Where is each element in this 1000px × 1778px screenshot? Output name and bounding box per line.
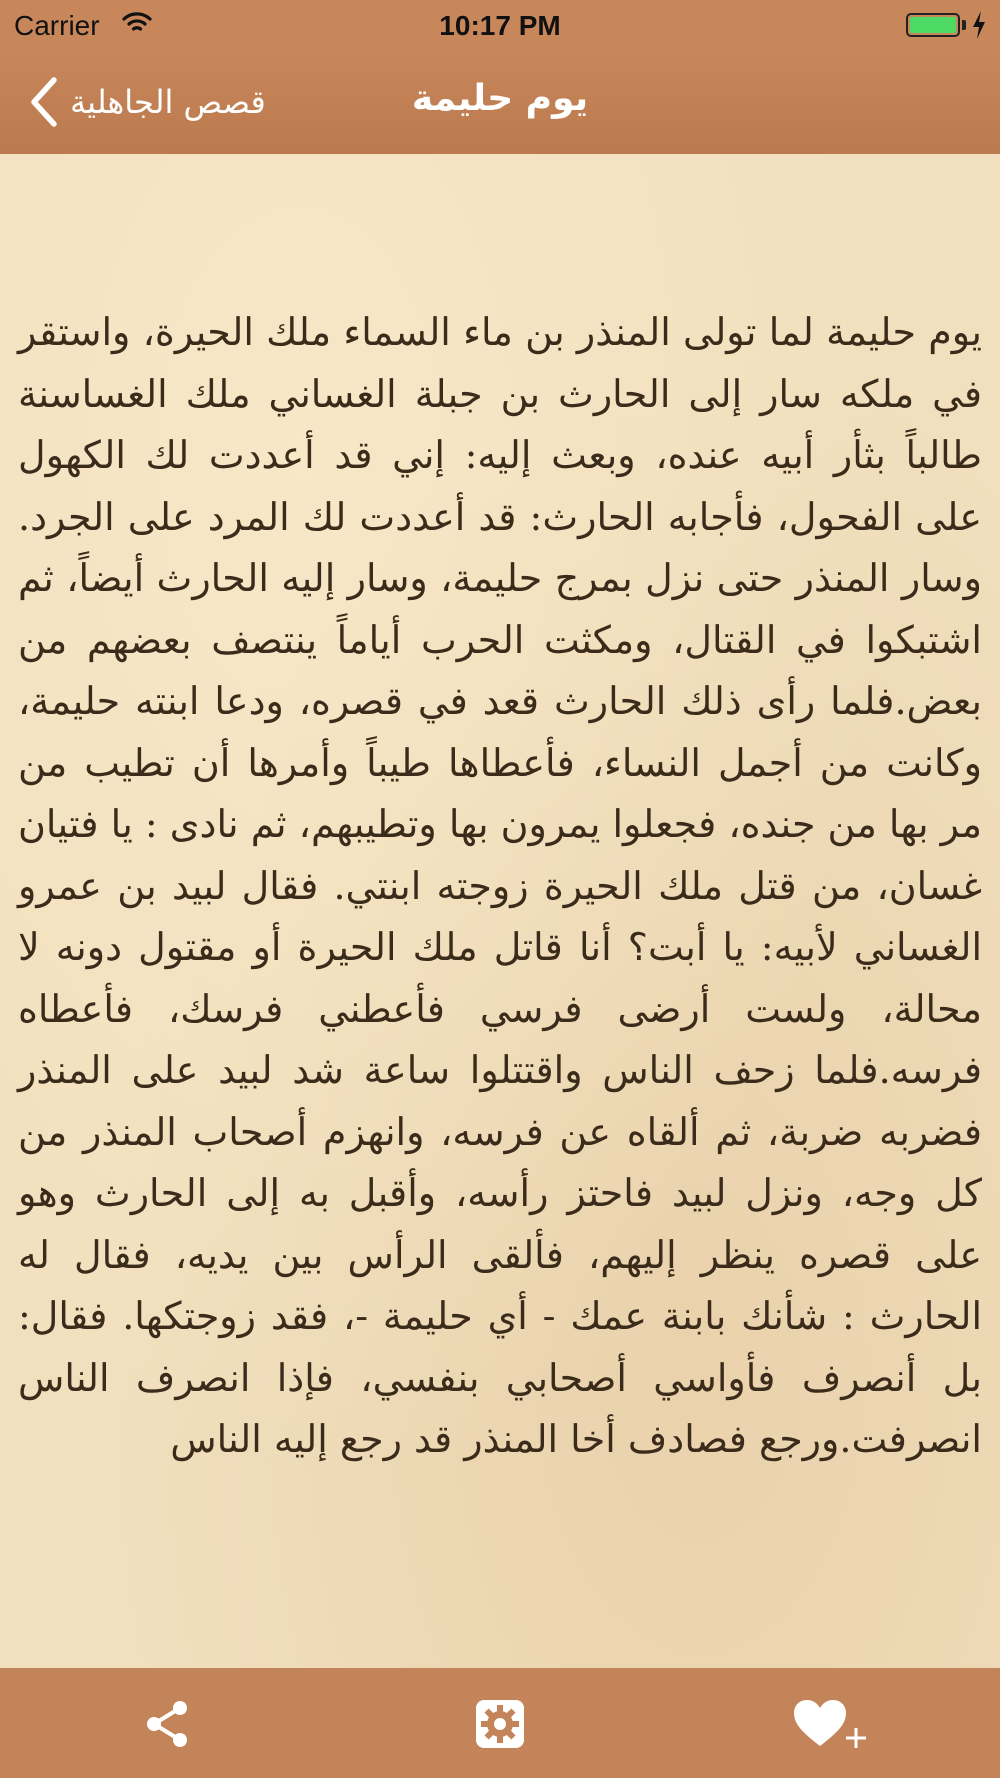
clock: 10:17 PM [439,10,561,41]
battery-nub [962,20,966,30]
story-text: يوم حليمة لما تولى المنذر بن ماء السماء ملك الحيرة، واستقر في ملكه سار إلى الحارث بن جبلة الغساني ملك الغساسنة طالباً بثأر أبيه عنده، وبعث إليه: إني قد أعددت لك الكهول على الفحول، فأجابه الحارث: قد أعددت لك المرد على الجرد. وسار المنذر حتى نزل بمرج حليمة، وسار إليه الحارث أيضاً، ثم اشتبكوا في القتال، ومكثت الحرب أياماً ينتصف بعضهم من بعض.فلما رأى ذلك الحارث قعد في قصره، ودعا ابنته حليمة، وكانت من أجمل النساء، فأعطاها طيباً وأمرها أن تطيب من مر بها من جنده، فجعلوا يمرون بها وتطيبهم، ثم نادى : يا فتيان غسان، من قتل ملك الحيرة زوجته ابنتي. فقال لبيد بن عمرو الغساني لأبيه: يا أبت؟ أنا قاتل ملك الحيرة أو مقتول دونه لا محالة، ولست أرضى فرسي فأعطني فرسك، فأعطاه فرسه.فلما زحف الناس واقتتلوا ساعة شد لبيد على المنذر فضربه ضربة، ثم ألقاه عن فرسه، وانهزم أصحاب المنذر من كل وجه، ونزل لبيد فاحتز رأسه، وأقبل به إلى الحارث وهو على قصره ينظر إليهم، فألقى الرأس بين يديه، فقال له الحارث : شأنك بابنة عمك - أي حليمة -، فقد زوجتكها. فقال: بل أنصرف فأواسي أصحابي بنفسي، فإذا انصرف الناس انصرفت.ورجع فصادف أخا المنذر قد رجع إليه الناس [18,310,982,1461]
heart-plus-icon[interactable] [792,1696,882,1752]
carrier-label: Carrier [14,10,100,41]
charging-bolt-icon [970,10,988,40]
share-icon[interactable] [140,1696,196,1752]
gear-icon[interactable] [472,1696,528,1752]
story-page[interactable] [0,154,1000,1668]
status-bar [0,0,1000,50]
navigation-bar [0,50,1000,154]
battery-level [910,17,956,33]
battery-icon [906,13,960,37]
back-button-label: قصص الجاهلية [70,83,266,121]
page-title: يوم حليمة [411,78,589,119]
bottom-toolbar [0,1668,1000,1778]
